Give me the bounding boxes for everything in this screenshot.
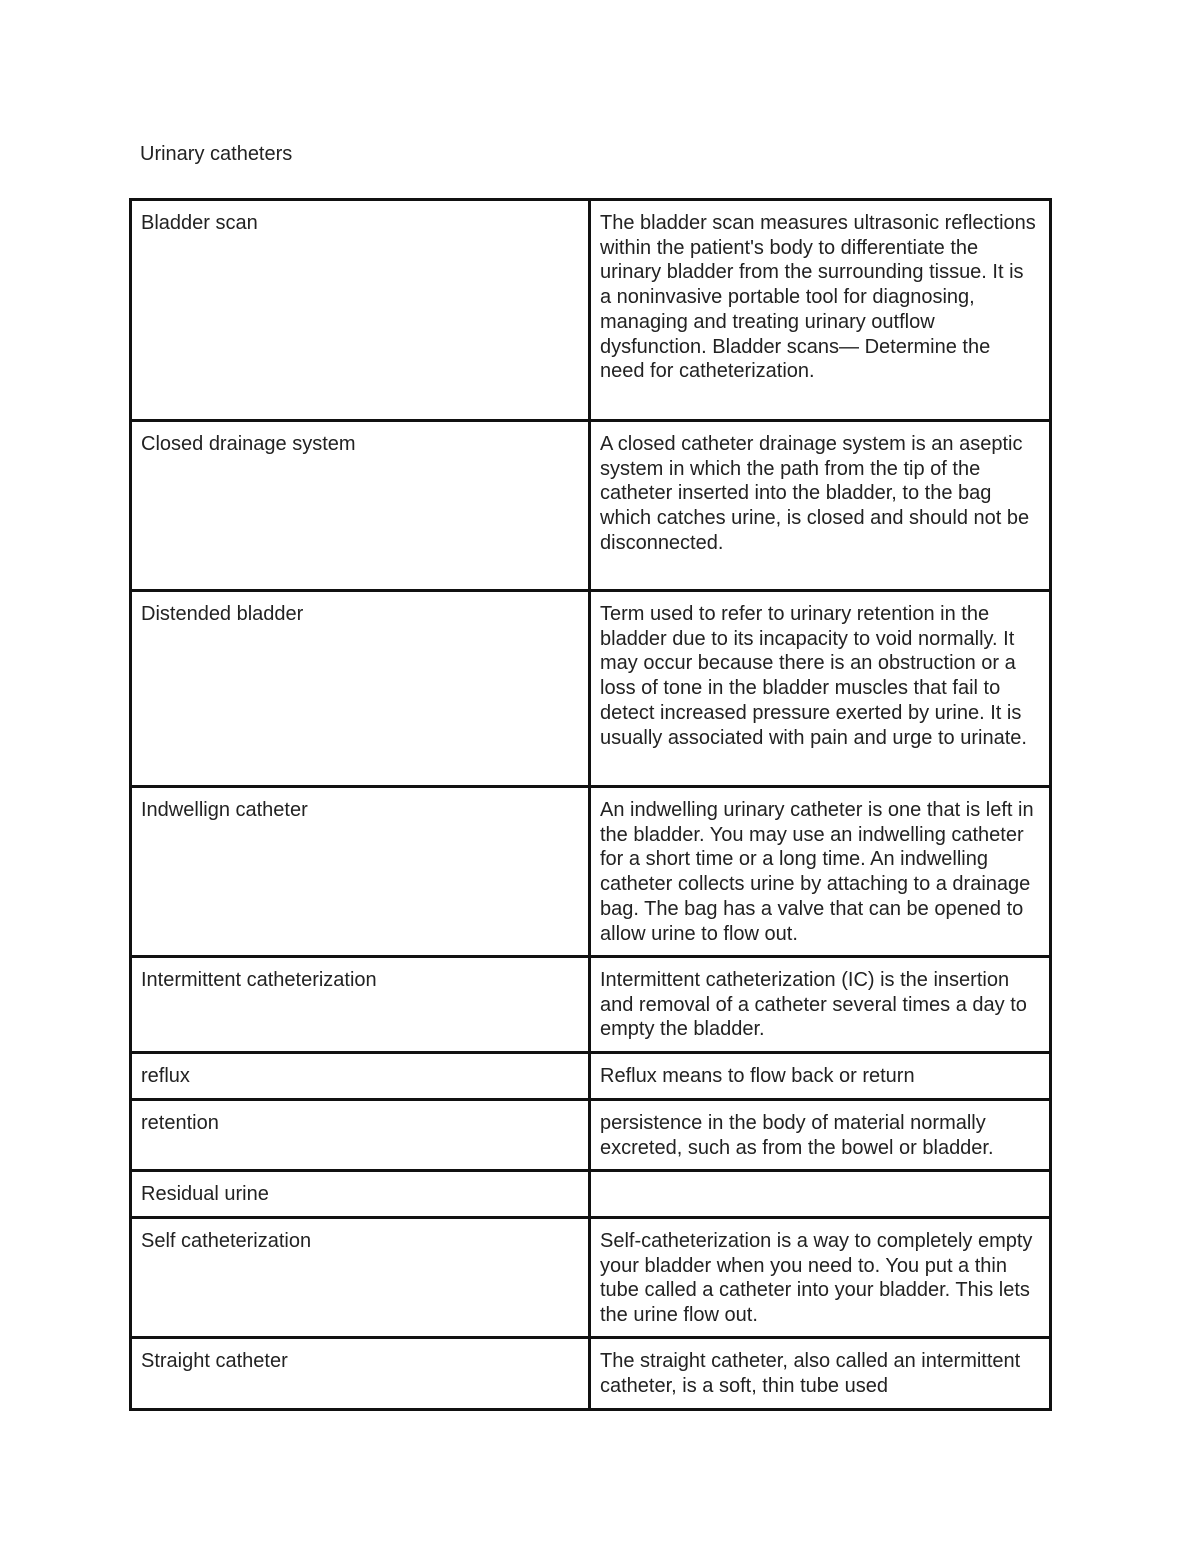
table-row — [131, 591, 1051, 787]
definition-cell: An indwelling urinary catheter is one that is left in the bladder. You may use an indwelling catheter for a short time or a long time. An indwelling catheter collects urine by attaching to a drainage bag. The bag has a valve that can be opened to allow urine to flow out. — [590, 787, 1051, 957]
term-cell: Closed drainage system — [131, 421, 590, 591]
term-cell: reflux — [131, 1053, 590, 1100]
definition-cell: A closed catheter drainage system is an aseptic system in which the path from the tip of the catheter inserted into the bladder, to the bag which catches urine, is closed and should not be disconnected. — [590, 421, 1051, 591]
table-row — [131, 1171, 1051, 1218]
term-cell: retention — [131, 1100, 590, 1171]
term-cell: Self catheterization — [131, 1218, 590, 1338]
table-row — [131, 957, 1051, 1053]
table-row — [131, 421, 1051, 591]
definition-cell: persistence in the body of material normally excreted, such as from the bowel or bladder. — [590, 1100, 1051, 1171]
table-row — [131, 1338, 1051, 1410]
definition-cell: The bladder scan measures ultrasonic reflections within the patient's body to differentiate the urinary bladder from the surrounding tissue. It is a noninvasive portable tool for diagnosing, managing and treating urinary outflow dysfunction. Bladder scans— Determine the need for catheterization. — [590, 200, 1051, 421]
glossary-table — [129, 198, 1052, 1411]
term-cell: Straight catheter — [131, 1338, 590, 1410]
table-row — [131, 787, 1051, 957]
definition-cell: The straight catheter, also called an intermittent catheter, is a soft, thin tube used — [590, 1338, 1051, 1410]
document-title: Urinary catheters — [140, 143, 293, 165]
definition-cell: Reflux means to flow back or return — [590, 1053, 1051, 1100]
term-cell: Indwellign catheter — [131, 787, 590, 957]
table-row — [131, 200, 1051, 421]
term-cell: Intermittent catheterization — [131, 957, 590, 1053]
term-cell: Distended bladder — [131, 591, 590, 787]
definition-cell: Self-catheterization is a way to completely empty your bladder when you need to. You put a thin tube called a catheter into your bladder. This lets the urine flow out. — [590, 1218, 1051, 1338]
definition-cell: Term used to refer to urinary retention in the bladder due to its incapacity to void normally. It may occur because there is an obstruction or a loss of tone in the bladder muscles that fail to detect increased pressure exerted by urine. It is usually associated with pain and urge to urinate. — [590, 591, 1051, 787]
definition-cell: Intermittent catheterization (IC) is the insertion and removal of a catheter several times a day to empty the bladder. — [590, 957, 1051, 1053]
table-row — [131, 1100, 1051, 1171]
definition-cell — [590, 1171, 1051, 1218]
table-row — [131, 1218, 1051, 1338]
table-row — [131, 1053, 1051, 1100]
term-cell: Bladder scan — [131, 200, 590, 421]
term-cell: Residual urine — [131, 1171, 590, 1218]
